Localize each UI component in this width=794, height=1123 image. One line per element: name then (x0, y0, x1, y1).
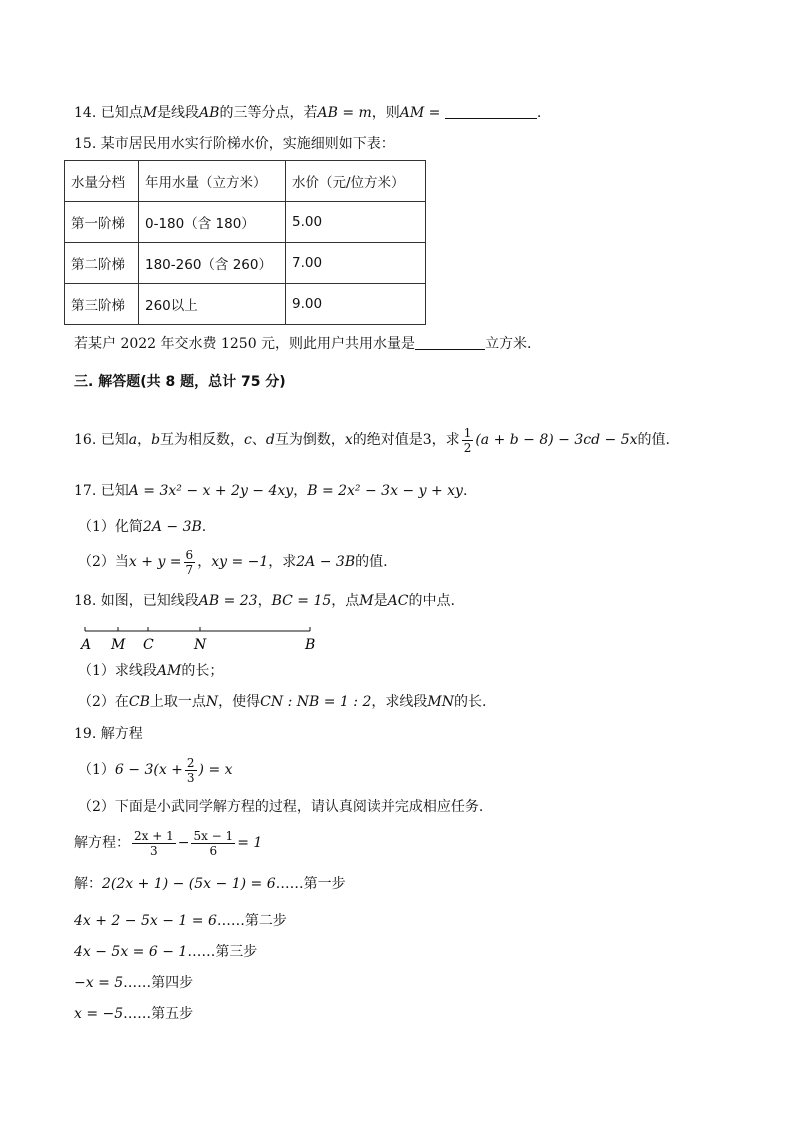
question-19-part-1: （1）6 − 3(x + $\frac{2}{3}$ ) = x (78, 755, 233, 785)
question-15-follow: 若某户 2022 年交水费 1250 元，则此用户共用水量是 立方米. (74, 336, 532, 352)
question-15: 15. 某市居民用水实行阶梯水价，实施细则如下表： (74, 136, 395, 152)
question-number: 15. (74, 136, 97, 152)
question-number: 16. (74, 432, 97, 448)
question-number: 19. (74, 726, 97, 742)
question-17-part-2: （2）当x + y = $\frac{6}{7}$ ，xy = −1，求2A − 3B的值. (78, 547, 388, 577)
question-18: 18. 如图，已知线段AB = 23，BC = 15，点M是AC的中点. (74, 593, 455, 609)
question-14: 14. 已知点M是线段AB的三等分点，若AB = m，则AM = . (74, 105, 542, 121)
solution-step-3: 4x − 5x = 6 − 1……第三步 (74, 944, 258, 960)
solution-step-1: 解：2(2x + 1) − (5x − 1) = 6……第一步 (74, 876, 346, 892)
point-label-m: M (111, 637, 126, 653)
table-header-row (65, 161, 426, 202)
solution-step-2: 4x + 2 − 5x − 1 = 6……第二步 (74, 913, 287, 929)
fraction: $\frac{2x + 1}{3}$ (134, 828, 174, 858)
table-cell: 0-180（含 180） (139, 202, 286, 243)
table-row (65, 284, 426, 325)
answer-blank[interactable] (415, 335, 485, 350)
question-17: 17. 已知A = 3x² − x + 2y − 4xy，B = 2x² − 3x − y + xy. (74, 483, 468, 499)
equation-statement: 解方程： $\frac{2x + 1}{3}$ − $\frac{5x - 1}{6}$ = 1 (74, 828, 263, 858)
table-row (65, 243, 426, 284)
table-cell: 7.00 (286, 243, 426, 284)
table-cell: 260以上 (139, 284, 286, 325)
table-cell: 第三阶梯 (65, 284, 139, 325)
question-17-part-1: （1）化简2A − 3B. (78, 519, 207, 535)
section-heading: 三. 解答题(共 8 题，总计 75 分) (74, 374, 286, 390)
table-header-cell: 水价（元/位方米） (286, 161, 426, 202)
table-cell: 第一阶梯 (65, 202, 139, 243)
table-cell: 5.00 (286, 202, 426, 243)
table-header-cell: 水量分档 (65, 161, 139, 202)
point-label-c: C (143, 637, 154, 653)
point-label-n: N (194, 637, 207, 653)
point-label-b: B (305, 637, 316, 653)
point-label-a: A (81, 637, 92, 653)
table-header-cell: 年用水量（立方米） (139, 161, 286, 202)
question-18-part-2: （2）在CB上取一点N，使得CN : NB = 1 : 2，求线段MN的长. (78, 694, 487, 710)
question-number: 18. (74, 593, 97, 609)
answer-blank[interactable] (445, 104, 537, 119)
table-row (65, 202, 426, 243)
question-19: 19. 解方程 (74, 726, 143, 742)
solution-step-4: −x = 5……第四步 (74, 975, 194, 991)
table-cell: 第二阶梯 (65, 243, 139, 284)
question-19-part-2: （2）下面是小武同学解方程的过程，请认真阅读并完成相应任务. (78, 799, 484, 815)
fraction: $\frac{1}{2}$ (463, 425, 472, 455)
fraction: $\frac{6}{7}$ (185, 547, 194, 577)
question-16: 16. 已知a，b互为相反数，c、d互为倒数，x的绝对值是3，求 $\frac{1}{2}$ (a + b − 8) − 3cd − 5x的值. (74, 425, 670, 455)
question-number: 17. (74, 483, 97, 499)
fraction: $\frac{2}{3}$ (186, 755, 195, 785)
table-cell: 9.00 (286, 284, 426, 325)
fraction: $\frac{5x - 1}{6}$ (193, 828, 234, 858)
solution-step-5: x = −5……第五步 (74, 1006, 194, 1022)
question-18-part-1: （1）求线段AM的长； (78, 663, 224, 679)
line-segment-figure (74, 622, 334, 656)
table-cell: 180-260（含 260） (139, 243, 286, 284)
water-price-table (64, 160, 426, 325)
question-number: 14. (74, 105, 97, 121)
